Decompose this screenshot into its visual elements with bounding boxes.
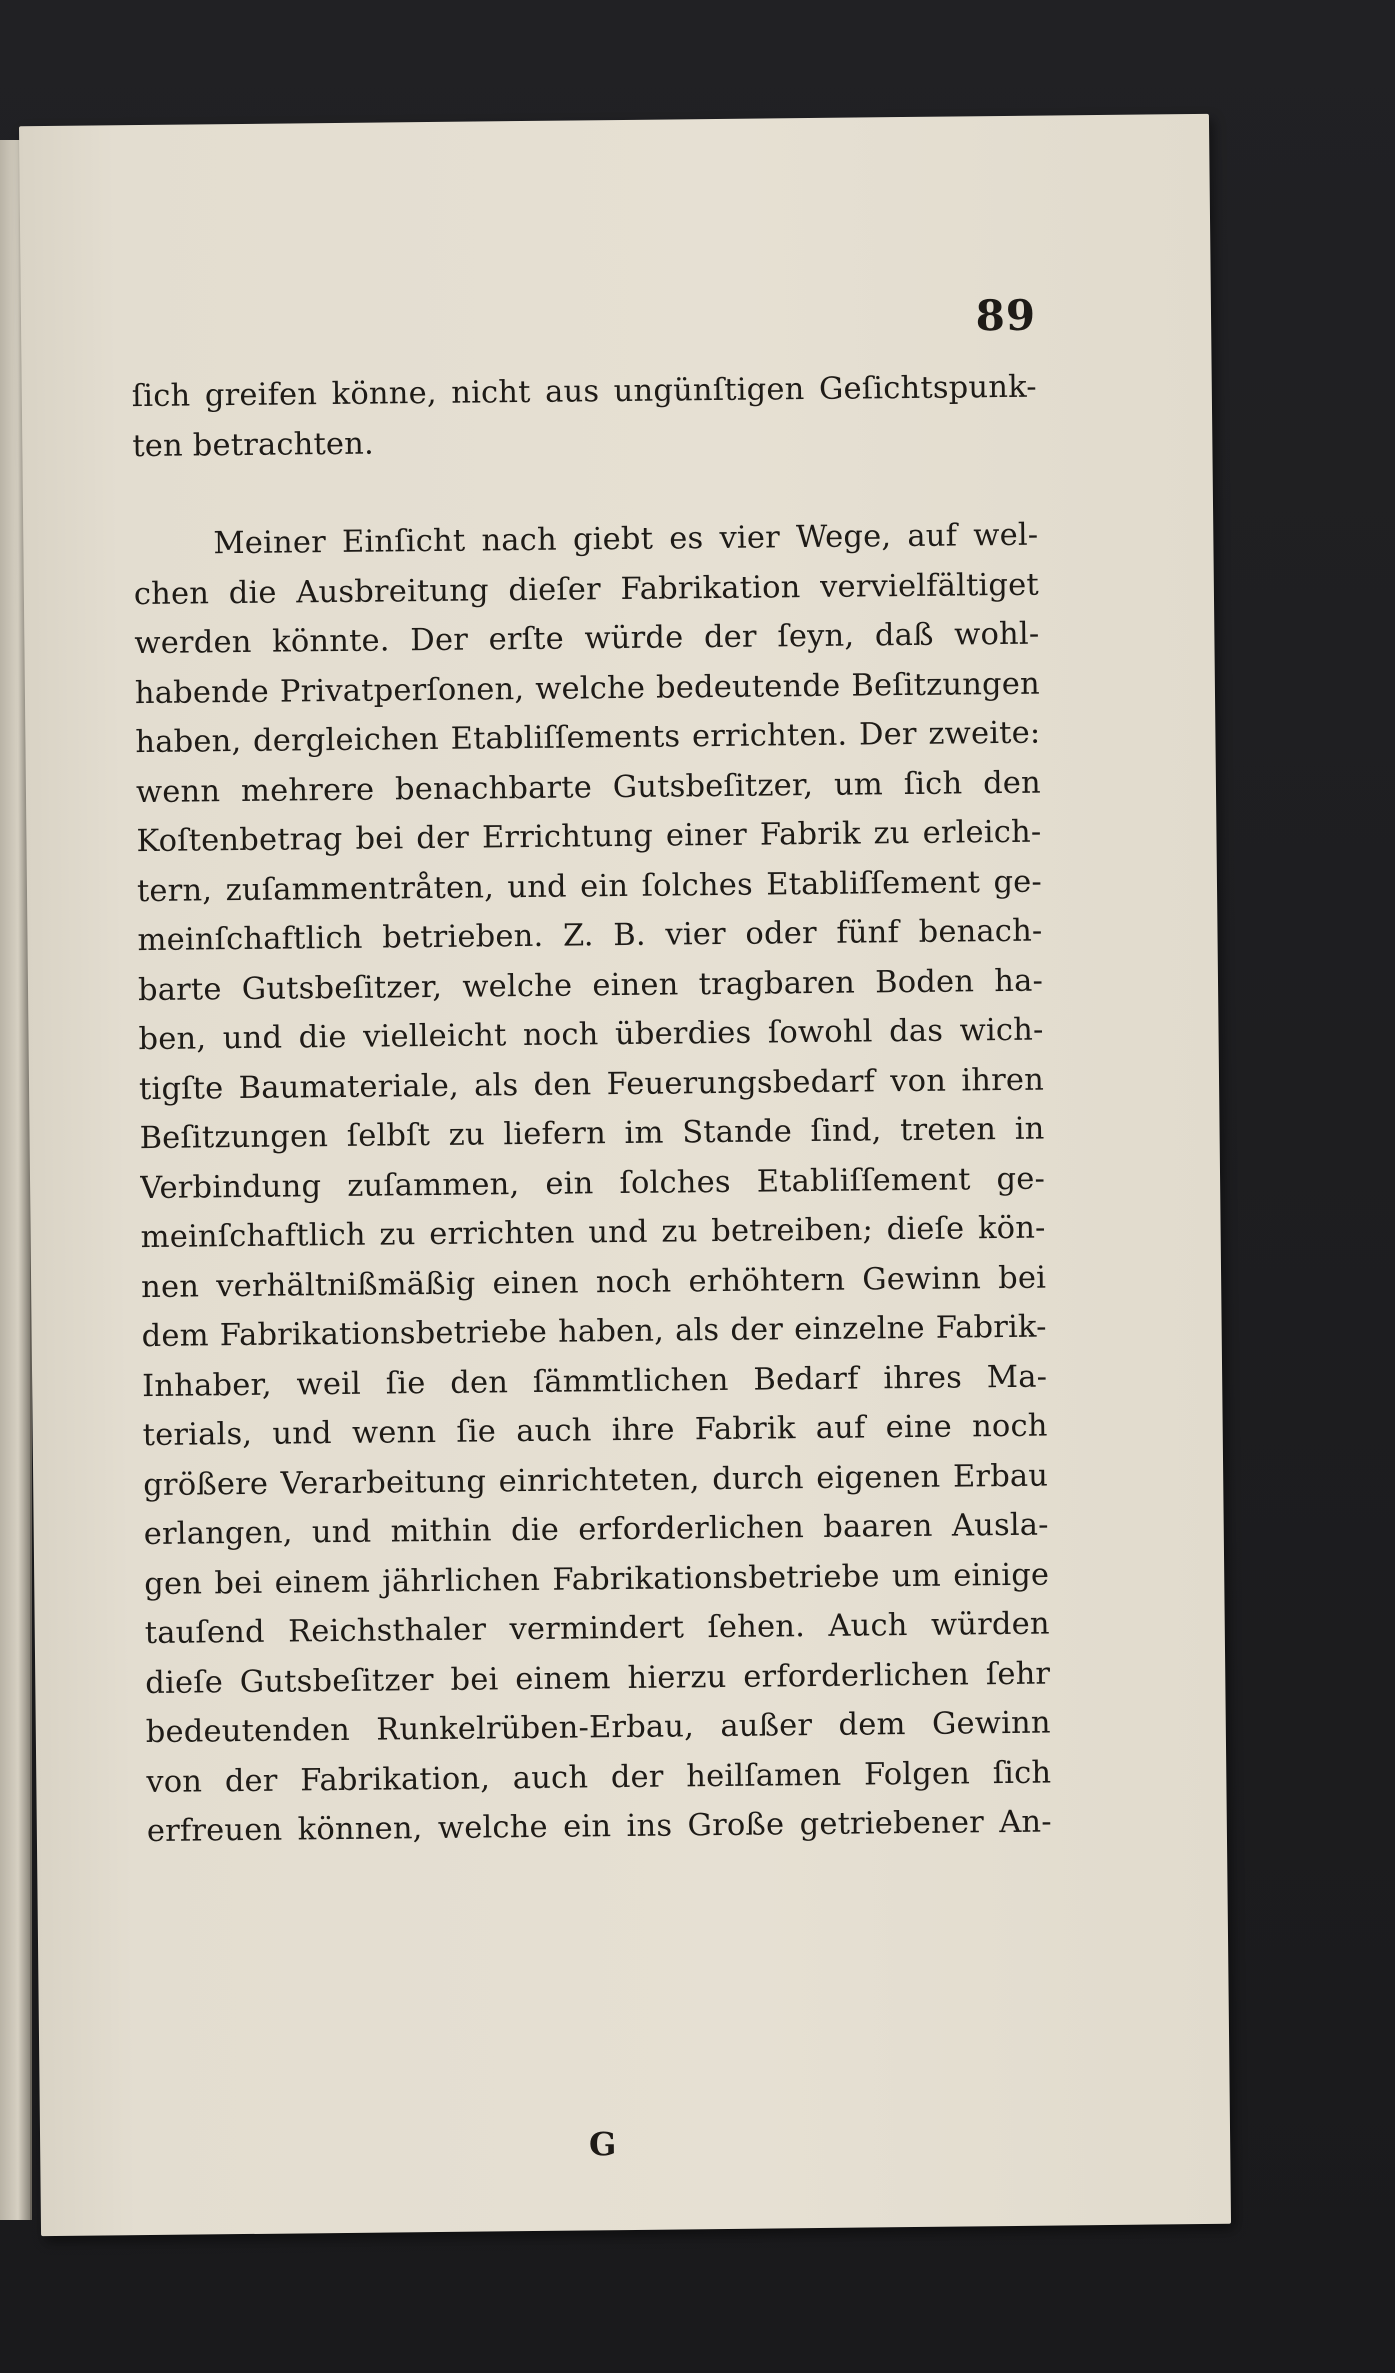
text-line: tern, zuſammentråten, und ein ſolches Etabliſſement ge- xyxy=(136,864,1043,909)
page-text xyxy=(132,363,1052,1857)
book-page xyxy=(19,114,1231,2236)
text-line: erlangen, und mithin die erforderlichen baaren Ausla- xyxy=(143,1507,1049,1553)
text-line: haben, dergleichen Etabliſſements errichten. Der zweite: xyxy=(135,715,1041,761)
text-line: wenn mehrere benachbarte Gutsbeſitzer, um ſich den xyxy=(135,765,1042,810)
signature-mark: G xyxy=(588,2125,617,2164)
text-line: Verbindung zuſammen, ein ſolches Etabliſſement ge- xyxy=(139,1161,1046,1206)
text-line: terials, und wenn ſie auch ihre Fabrik auf eine noch xyxy=(142,1408,1048,1454)
text-line: tauſend Reichsthaler vermindert ſehen. Auch würden xyxy=(144,1606,1050,1652)
page-number: 89 xyxy=(975,290,1037,341)
text-line: ben, und die vielleicht noch überdies ſowohl das wich- xyxy=(138,1012,1044,1058)
text-line: habende Privatperſonen, welche bedeutende Beſitzungen xyxy=(134,666,1041,711)
text-line: Beſitzungen ſelbſt zu liefern im Stande ſind, treten in xyxy=(139,1111,1045,1157)
text-line: ſich greifen könne, nicht aus ungünſtigen Geſichtspunk- xyxy=(131,369,1037,415)
text-line: bedeutenden Runkelrüben-Erbau, außer dem Gewinn xyxy=(145,1705,1051,1751)
page-content xyxy=(131,290,1052,2164)
text-line: meinſchaftlich betrieben. Z. B. vier oder fünf benach- xyxy=(137,913,1043,959)
text-line: meinſchaftlich zu errichten und zu betreiben; dieſe kön- xyxy=(140,1210,1046,1256)
text-line: barte Gutsbeſitzer, welche einen tragbaren Boden ha- xyxy=(137,963,1044,1008)
text-line: werden könnte. Der erſte würde der ſeyn, daß wohl- xyxy=(134,616,1040,662)
text-line: Koſtenbetrag bei der Errichtung einer Fabrik zu erleich- xyxy=(136,814,1042,860)
text-line: dieſe Gutsbeſitzer bei einem hierzu erforderlichen ſehr xyxy=(145,1656,1051,1701)
text-line: tigſte Baumateriale, als den Feuerungsbedarf von ihren xyxy=(138,1062,1045,1107)
text-line: dem Fabrikationsbetriebe haben, als der einzelne Fabrik- xyxy=(141,1309,1047,1355)
text-line: größere Verarbeitung einrichteten, durch eigenen Erbau xyxy=(143,1458,1049,1503)
text-line: von der Fabrikation, auch der heilſamen Folgen ſich xyxy=(146,1755,1052,1800)
text-line: gen bei einem jährlichen Fabrikationsbetriebe um einige xyxy=(144,1557,1050,1602)
text-line: nen verhältnißmäßig einen noch erhöhtern Gewinn bei xyxy=(140,1260,1047,1305)
text-line: chen die Ausbreitung dieſer Fabrikation vervielfältiget xyxy=(133,567,1040,612)
text-line: erfreuen können, welche ein ins Große getriebener An- xyxy=(146,1804,1052,1850)
text-line: ten betrachten. xyxy=(132,426,375,464)
text-line: Inhaber, weil ſie den ſämmtlichen Bedarf ihres Ma- xyxy=(142,1359,1048,1404)
text-line: Meiner Einſicht nach giebt es vier Wege, auf wel- xyxy=(213,517,1039,562)
